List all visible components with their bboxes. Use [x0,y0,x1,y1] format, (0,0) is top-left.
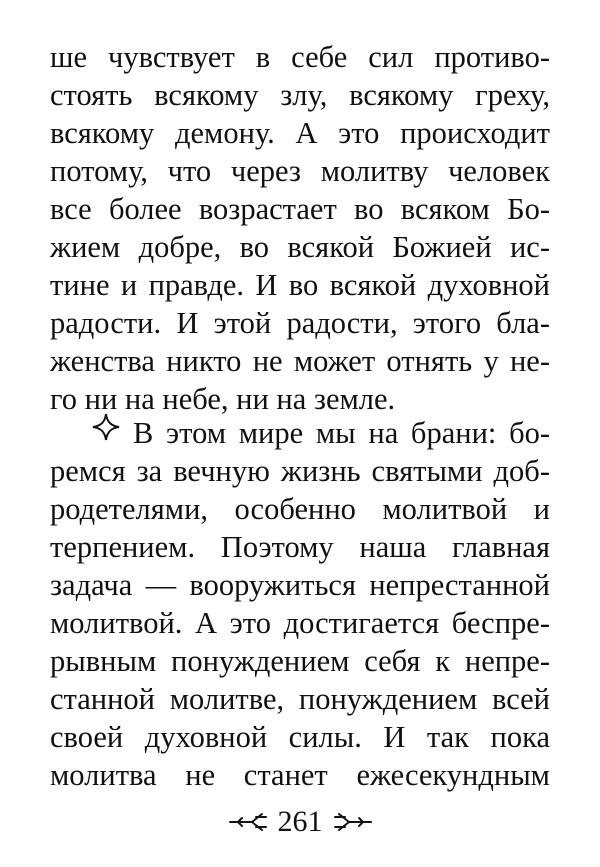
page-number: 261 [277,805,323,838]
four-point-star-icon [91,412,121,442]
text-line: родетелями, особенно молитвой и [50,492,550,526]
text-line: всякому демону. А это происходит [50,116,550,150]
text-line: В этом мире мы на брани: бо- [133,416,550,450]
text-line: молитва не станет ежесекундным [50,758,550,792]
text-line: своей духовной силы. И так пока [50,720,550,754]
page-footer [0,800,600,844]
text-line: жием добре, во всякой Божией ис- [50,230,550,264]
text-line: потому, что через молитву человек [50,154,550,188]
text-line: радости. И этой радости, этого бла- [50,306,550,340]
text-line: станной молитве, понуждением всей [50,682,550,716]
text-line: го ни на небе, ни на земле. [50,382,396,416]
text-line: задача — вооружиться непрестанной [50,568,550,602]
text-line: стоять всякому злу, всякому греху, [50,78,550,112]
text-line: ремся за вечную жизнь святыми доб- [50,454,550,488]
right-ornament-icon [333,810,373,834]
text-line: все более возрастает во всяком Бо- [50,192,550,226]
text-line: тине и правде. И во всякой духовной [50,268,550,302]
text-line: терпением. Поэтому наша главная [50,530,550,564]
text-line: рывным понуждением себя к непре- [50,644,550,678]
left-ornament-icon [228,810,268,834]
text-line: молитвой. А это достигается беспре- [50,606,550,640]
text-line: женства никто не может отнять у не- [50,344,550,378]
text-line: ше чувствует в себе сил противо- [50,40,550,74]
